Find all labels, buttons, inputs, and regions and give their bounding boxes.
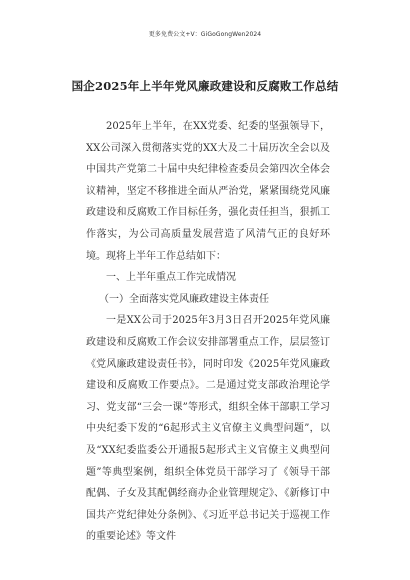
promo-note: 更多免费公文+V：GiGoGongWen2024 [148,31,262,38]
document-body [86,116,330,548]
subsection-heading: （一）全面落实党风廉政建设主体责任 [99,293,269,305]
section-heading: 一、上半年重点工作完成情况 [106,272,236,284]
intro-paragraph: 2025年上半年，在XX党委、纪委的坚强领导下，XX公司深入贯彻落实党的XX大及二十届历次全会以及中国共产党第二十届中央纪律检查委员会第四次全体会议精神，坚定不移推进全面从严治党，紧紧围绕党风廉政建设和反腐败工作目标任务，强化责任担当，狠抓工作落实，为公司高质量发展营造了风清气正的良好环境。现将上半年工作总结如下： [86,121,330,262]
document-title: 国企2025年上半年党风廉政建设和反腐败工作总结 [71,79,339,93]
body-paragraph: 一是XX公司于2025年3月3日召开2025年党风廉政建设和反腐败工作会议安排部署重点工作，层层签订《党风廉政建设责任书》，同时印发《2025年党风廉政建设和反腐败工作要点》。二是通过党支部政治理论学习、党支部“三会一课”等形式，组织全体干部职工学习中央纪委下发的“6起形式主义官僚主义典型问题”，以及“XX纪委监委公开通报5起形式主义官僚主义典型问题”等典型案例，组织全体党员干部学习了《领导干部配偶、子女及其配偶经商办企业管理规定》、《新修订中国共产党纪律处分条例》、《习近平总书记关于巡视工作的重要论述》等文件 [86,315,330,543]
